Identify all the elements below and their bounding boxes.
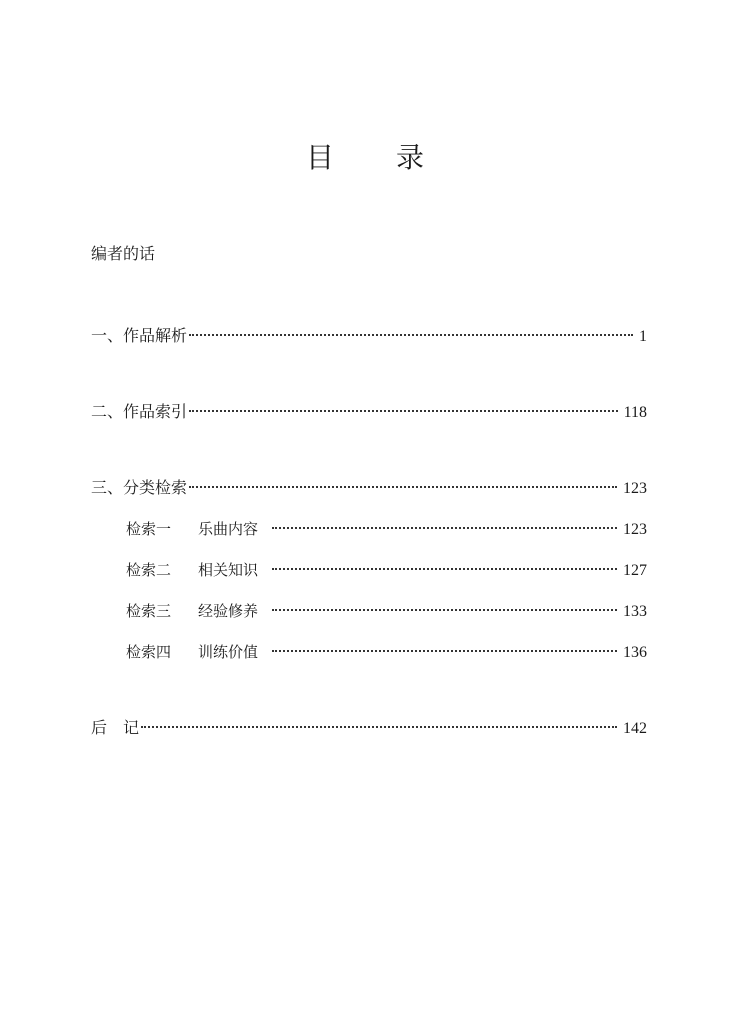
toc-leader-dots — [189, 334, 633, 336]
toc-sub-key: 检索一 — [126, 520, 172, 538]
toc-entry-sub-4[interactable] — [126, 640, 647, 664]
toc-sub-label: 相关知识 — [198, 561, 259, 579]
afterword-char-1: 后 — [91, 718, 108, 737]
toc-entry-page: 142 — [623, 720, 647, 737]
toc-entry-page: 127 — [623, 562, 647, 579]
toc-leader-dots — [272, 527, 617, 529]
toc-sub-label: 训练价值 — [198, 643, 259, 661]
toc-entry-sub-3[interactable] — [126, 599, 647, 623]
toc-entry-label: 三、分类检索 — [91, 478, 188, 497]
toc-entry-page: 1 — [639, 328, 647, 345]
toc-entry-section-3[interactable] — [91, 476, 647, 500]
toc-entry-sub-2[interactable] — [126, 558, 647, 582]
toc-sub-label: 乐曲内容 — [198, 520, 259, 538]
toc-entry-section-2[interactable] — [91, 400, 647, 424]
toc-entry-page: 133 — [623, 603, 647, 620]
toc-leader-dots — [272, 568, 617, 570]
page-title — [0, 138, 730, 178]
toc-entry-label: 一、作品解析 — [91, 326, 188, 345]
toc-sub-key: 检索四 — [126, 643, 172, 661]
toc-leader-dots — [189, 410, 618, 412]
toc-entry-afterword[interactable] — [91, 716, 647, 740]
toc-leader-dots — [272, 609, 617, 611]
toc-entry-sub-1[interactable] — [126, 517, 647, 541]
toc-sub-label: 经验修养 — [198, 602, 259, 620]
toc-sub-key: 检索三 — [126, 602, 172, 620]
toc-leader-dots — [189, 486, 617, 488]
toc-preface[interactable]: 编者的话 — [91, 244, 156, 263]
toc-leader-dots — [272, 650, 617, 652]
toc-sub-key: 检索二 — [126, 561, 172, 579]
toc-entry-page: 118 — [623, 404, 647, 421]
toc-entry-page: 136 — [623, 644, 647, 661]
toc-entry-page: 123 — [623, 521, 647, 538]
toc-entry-page: 123 — [623, 480, 647, 497]
toc-leader-dots — [141, 726, 617, 728]
title-char-1: 目 — [305, 141, 334, 174]
afterword-char-2: 记 — [123, 718, 140, 737]
toc-entry-label: 二、作品索引 — [91, 402, 188, 421]
title-char-2: 录 — [396, 141, 425, 174]
toc-entry-section-1[interactable] — [91, 324, 647, 348]
